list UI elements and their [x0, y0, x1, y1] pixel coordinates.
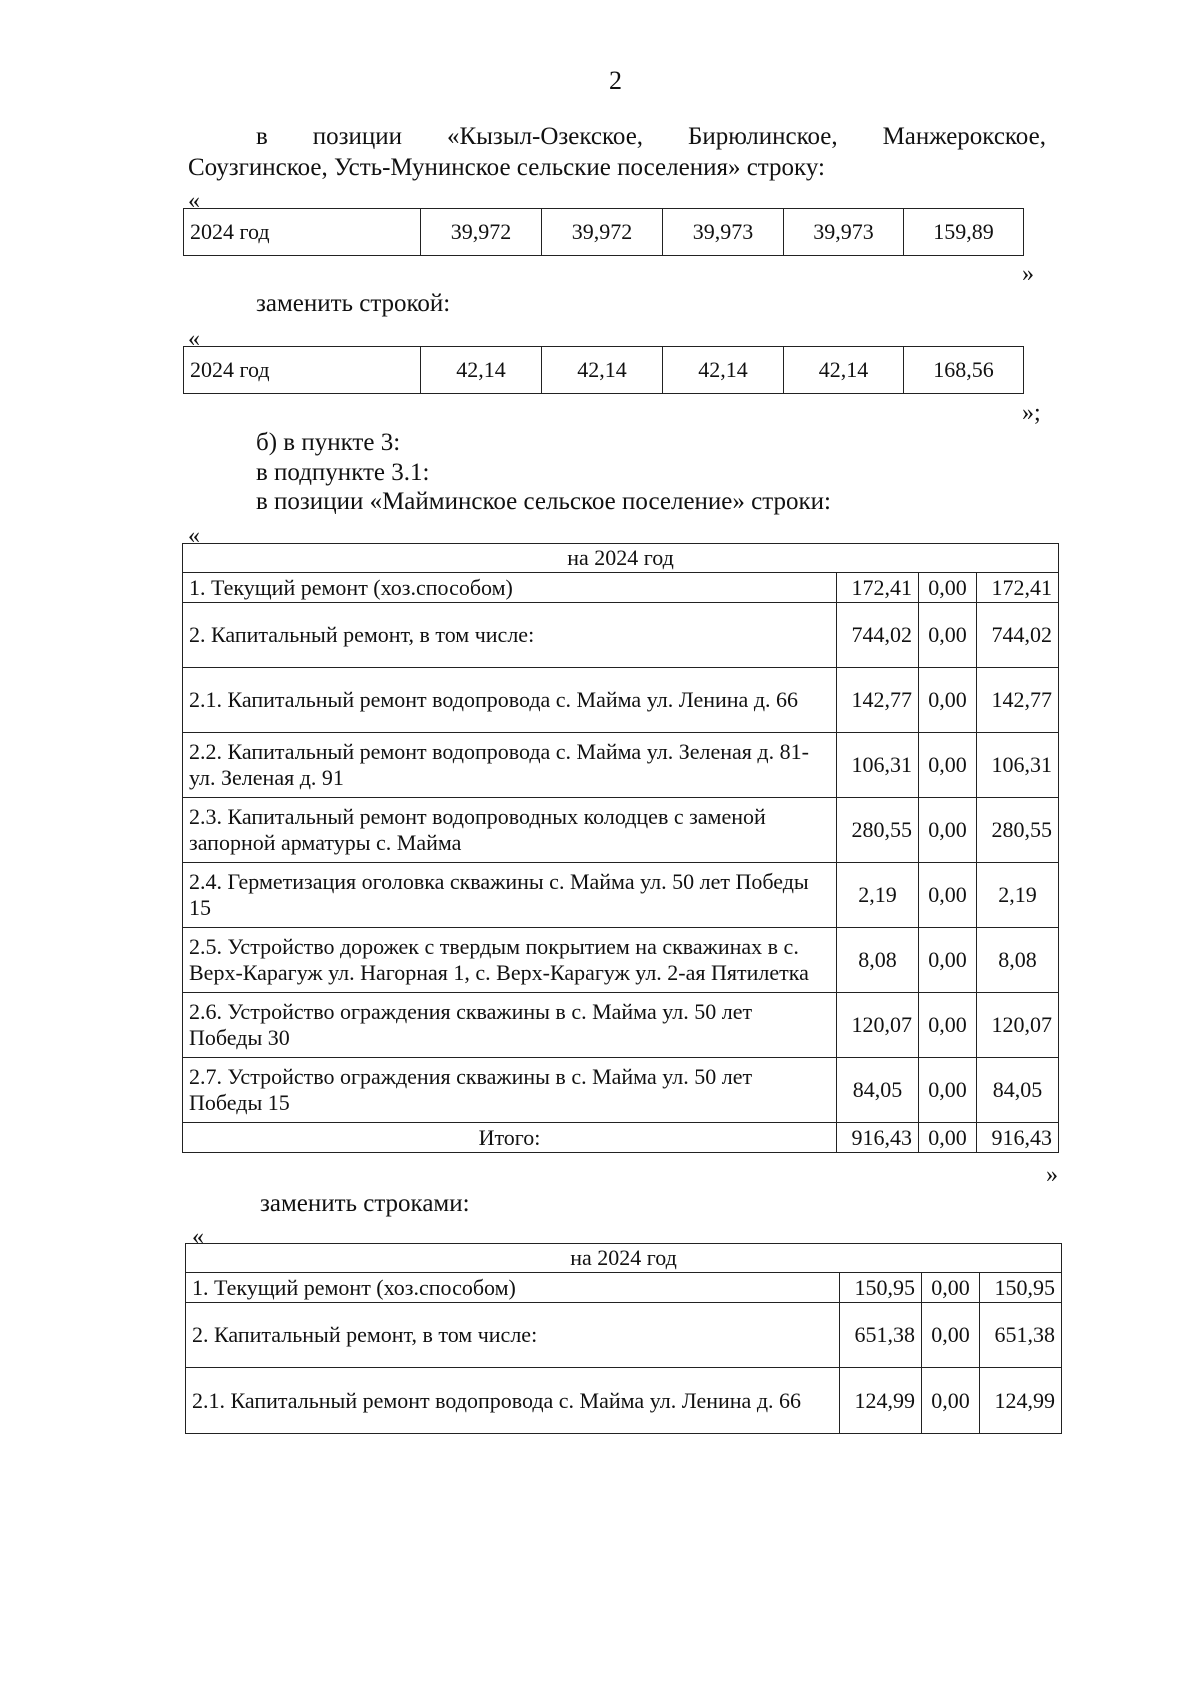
row-label: 2.4. Герметизация оголовка скважины с. Майма ул. 50 лет Победы 15 — [183, 863, 837, 928]
row-label: 2.6. Устройство ограждения скважины в с. Майма ул. 50 лет Победы 30 — [183, 993, 837, 1058]
row-new-table — [183, 346, 1024, 394]
row-value: 0,00 — [922, 1303, 980, 1368]
open-quote: « — [192, 1224, 204, 1250]
table-row — [183, 928, 1059, 993]
row-value: 0,00 — [919, 863, 977, 928]
row-value: 8,08 — [837, 928, 919, 993]
row-value: 39,973 — [663, 209, 784, 256]
row-value: 0,00 — [922, 1368, 980, 1434]
row-value: 84,05 — [977, 1058, 1059, 1123]
row-value: 2,19 — [837, 863, 919, 928]
open-quote: « — [188, 523, 200, 549]
section-b-line-3: в позиции «Майминское сельское поселение» строки: — [256, 488, 831, 515]
row-value: 651,38 — [980, 1303, 1062, 1368]
row-value: 142,77 — [837, 668, 919, 733]
row-value: 8,08 — [977, 928, 1059, 993]
close-quote: » — [1022, 261, 1034, 287]
row-value: 120,07 — [837, 993, 919, 1058]
table-header: на 2024 год — [186, 1244, 1062, 1273]
row-label: 2.7. Устройство ограждения скважины в с. Майма ул. 50 лет Победы 15 — [183, 1058, 837, 1123]
row-value: 0,00 — [919, 928, 977, 993]
row-label: 1. Текущий ремонт (хоз.способом) — [186, 1273, 840, 1303]
row-value: 124,99 — [980, 1368, 1062, 1434]
replace-rows-text: заменить строками: — [260, 1190, 470, 1217]
row-value: 168,56 — [904, 347, 1024, 394]
row-value: 84,05 — [837, 1058, 919, 1123]
table-row — [184, 209, 1024, 256]
table-row — [186, 1368, 1062, 1434]
total-label: Итого: — [183, 1123, 837, 1153]
intro-word: в — [256, 123, 268, 150]
table-row — [183, 733, 1059, 798]
maima-new-table — [185, 1243, 1062, 1434]
row-value: 142,77 — [977, 668, 1059, 733]
open-quote: « — [188, 188, 200, 214]
section-b-line-1: б) в пункте 3: — [256, 429, 401, 456]
total-value: 0,00 — [919, 1123, 977, 1153]
row-value: 150,95 — [980, 1273, 1062, 1303]
row-value: 744,02 — [837, 603, 919, 668]
total-value: 916,43 — [837, 1123, 919, 1153]
table-row — [183, 668, 1059, 733]
table-row — [183, 798, 1059, 863]
row-label: 1. Текущий ремонт (хоз.способом) — [183, 573, 837, 603]
row-value: 280,55 — [977, 798, 1059, 863]
table-row — [186, 1303, 1062, 1368]
row-value: 42,14 — [663, 347, 784, 394]
row-value: 159,89 — [904, 209, 1024, 256]
table-header-row — [186, 1244, 1062, 1273]
intro-word: Бирюлинское, — [687, 123, 838, 150]
table-row — [183, 863, 1059, 928]
table-row — [183, 993, 1059, 1058]
row-label: 2024 год — [184, 347, 421, 394]
row-value: 39,972 — [542, 209, 663, 256]
intro-line-1 — [256, 122, 1046, 152]
row-value: 0,00 — [919, 668, 977, 733]
row-label: 2.2. Капитальный ремонт водопровода с. Майма ул. Зеленая д. 81-ул. Зеленая д. 91 — [183, 733, 837, 798]
row-value: 106,31 — [977, 733, 1059, 798]
row-value: 2,19 — [977, 863, 1059, 928]
row-value: 0,00 — [919, 733, 977, 798]
intro-word: позиции — [312, 123, 403, 150]
table-row — [183, 573, 1059, 603]
row-value: 39,972 — [421, 209, 542, 256]
table-row — [184, 347, 1024, 394]
replace-row-text: заменить строкой: — [256, 290, 451, 317]
row-value: 0,00 — [922, 1273, 980, 1303]
row-value: 106,31 — [837, 733, 919, 798]
row-value: 150,95 — [840, 1273, 922, 1303]
row-value: 172,41 — [977, 573, 1059, 603]
page-number: 2 — [609, 66, 622, 95]
row-value: 172,41 — [837, 573, 919, 603]
row-value: 0,00 — [919, 573, 977, 603]
row-label: 2024 год — [184, 209, 421, 256]
row-label: 2. Капитальный ремонт, в том числе: — [183, 603, 837, 668]
intro-line-2: Соузгинское, Усть-Мунинское сельские поселения» строку: — [188, 154, 825, 181]
table-row — [183, 603, 1059, 668]
table-row — [183, 1058, 1059, 1123]
intro-word: Манжерокское, — [882, 123, 1046, 150]
row-value: 744,02 — [977, 603, 1059, 668]
row-value: 651,38 — [840, 1303, 922, 1368]
table-header: на 2024 год — [183, 544, 1059, 573]
row-value: 120,07 — [977, 993, 1059, 1058]
row-value: 124,99 — [840, 1368, 922, 1434]
row-label: 2. Капитальный ремонт, в том числе: — [186, 1303, 840, 1368]
row-value: 280,55 — [837, 798, 919, 863]
table-row — [186, 1273, 1062, 1303]
table-header-row — [183, 544, 1059, 573]
intro-word: «Кызыл-Озекское, — [446, 123, 644, 150]
maima-old-table — [182, 543, 1059, 1153]
row-label: 2.3. Капитальный ремонт водопроводных колодцев с заменой запорной арматуры с. Майма — [183, 798, 837, 863]
total-value: 916,43 — [977, 1123, 1059, 1153]
row-value: 0,00 — [919, 798, 977, 863]
row-label: 2.1. Капитальный ремонт водопровода с. Майма ул. Ленина д. 66 — [186, 1368, 840, 1434]
section-b-line-2: в подпункте 3.1: — [256, 459, 430, 486]
close-quote-semicolon: »; — [1022, 400, 1041, 426]
row-value: 42,14 — [421, 347, 542, 394]
close-quote: » — [1046, 1162, 1058, 1188]
row-label: 2.5. Устройство дорожек с твердым покрытием на скважинах в с. Верх-Карагуж ул. Нагорная 1, с. Верх-Карагуж ул. 2-ая Пятилетка — [183, 928, 837, 993]
row-value: 0,00 — [919, 993, 977, 1058]
table-total-row — [183, 1123, 1059, 1153]
row-value: 42,14 — [542, 347, 663, 394]
row-value: 42,14 — [784, 347, 904, 394]
row-label: 2.1. Капитальный ремонт водопровода с. Майма ул. Ленина д. 66 — [183, 668, 837, 733]
row-value: 0,00 — [919, 603, 977, 668]
row-value: 39,973 — [784, 209, 904, 256]
open-quote: « — [188, 326, 200, 352]
row-old-table — [183, 208, 1024, 256]
row-value: 0,00 — [919, 1058, 977, 1123]
